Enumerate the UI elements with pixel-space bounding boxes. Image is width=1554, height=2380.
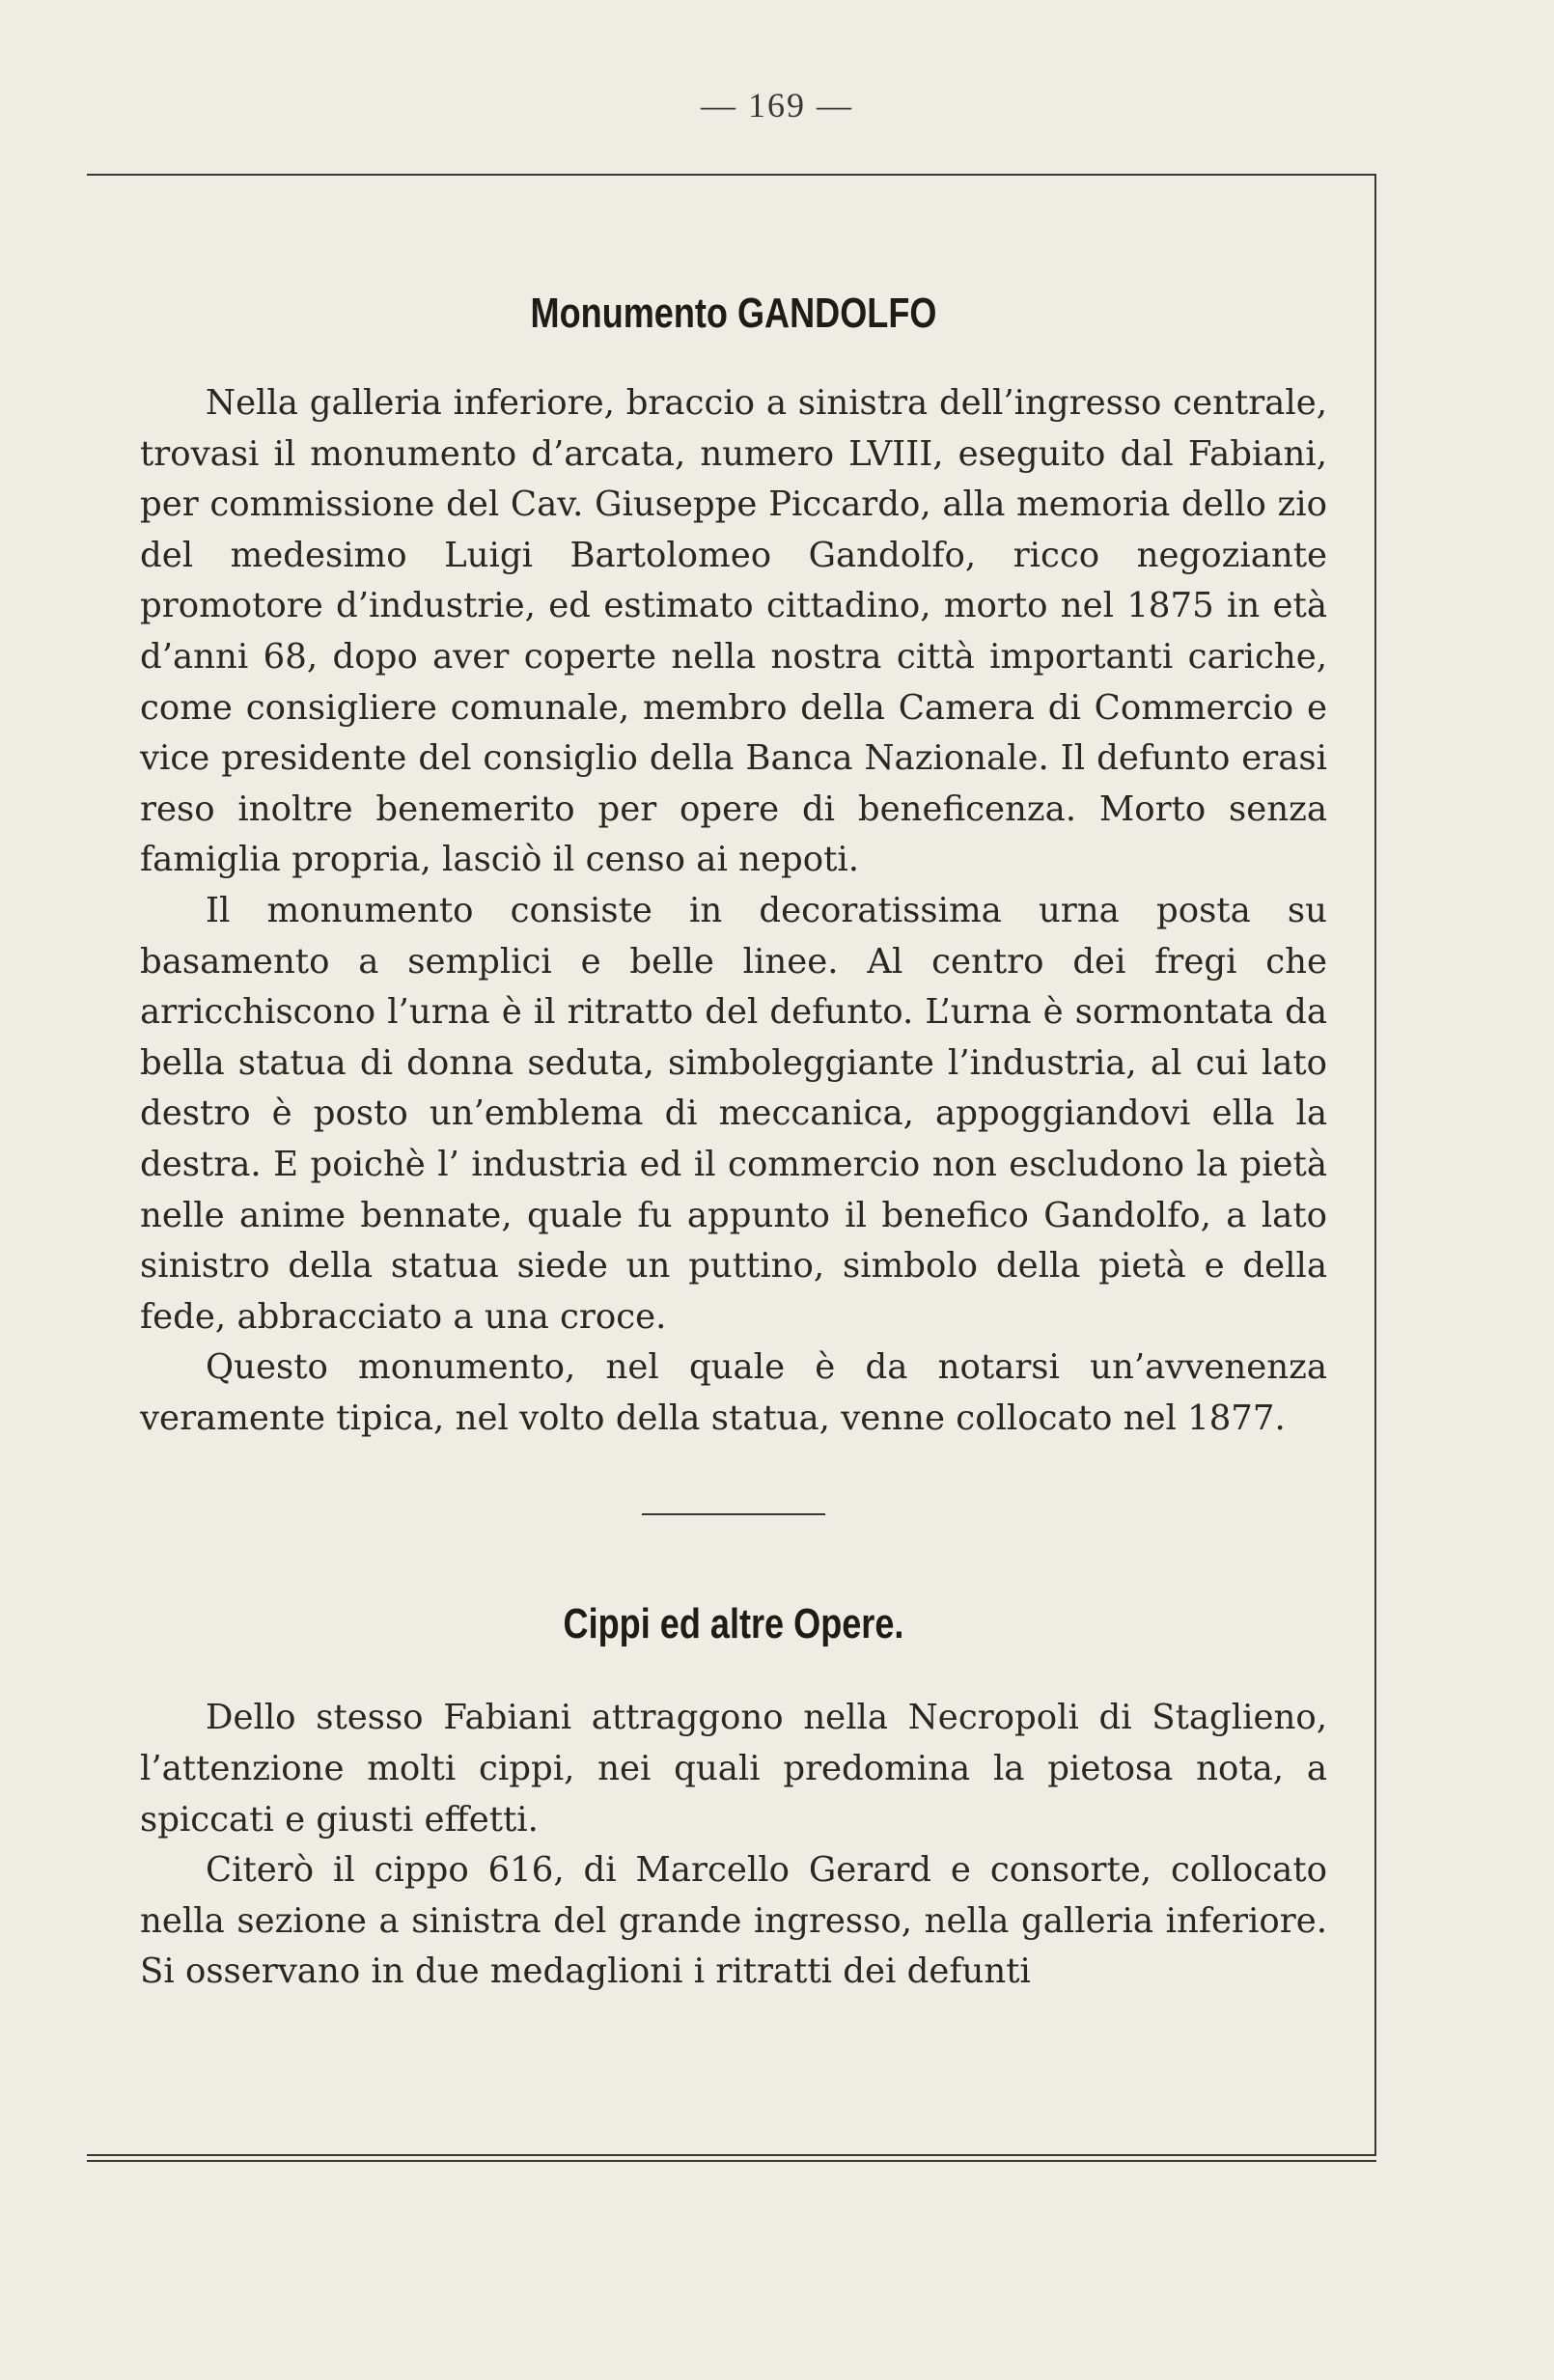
section-title-monumento-gandolfo: Monumento GANDOLFO — [530, 290, 937, 337]
page-content — [140, 290, 1327, 1998]
paragraph: Dello stesso Fabiani attraggono nella Necropoli di Staglieno, l’attenzione molti cippi, nei quali predomina la pietosa nota, a spiccati e giusti effetti. — [140, 1698, 1327, 1840]
paragraph: Nella galleria inferiore, braccio a sinistra dell’ingresso centrale, trovasi il monumento d’arcata, numero LVIII, eseguito dal Fabiani, per commissione del Cav. Giuseppe Piccardo, alla memoria dello zio del medesimo Luigi Bartolomeo Gandolfo, ricco negoziante promotore d’industrie, ed estimato cittadino, morto nel 1875 in età d’anni 68, dopo aver coperte nella nostra città importanti cariche, come consigliere comunale, membro della Camera di Commercio e vice presidente del consiglio della Banca Nazionale. Il defunto erasi reso inoltre benemerito per opere di beneficenza. Morto senza famiglia propria, lasciò il censo ai nepoti. — [140, 383, 1327, 880]
page-number: — 169 — — [701, 86, 853, 125]
paragraph: Citerò il cippo 616, di Marcello Gerard e consorte, collocato nella sezione a sinistra del grande ingresso, nella galleria inferiore. Si osservano in due medaglioni i ritratti dei defunti — [140, 1850, 1327, 1992]
paragraph: Questo monumento, nel quale è da notarsi un’avvenenza veramente tipica, nel volto della statua, venne collocato nel 1877. — [140, 1347, 1327, 1438]
page-frame-bottom-rule — [87, 2160, 1376, 2162]
section-title-cippi: Cippi ed altre Opere. — [563, 1600, 904, 1648]
paragraph: Il monumento consiste in decoratissima urna posta su basamento a semplici e belle linee. Al centro dei fregi che arricchiscono l’urna è il ritratto del defunto. L’urna è sormontata da bella statua di donna seduta, simboleggiante l’industria, al cui lato destro è posto un’emblema di meccanica, appoggiandovi ella la destra. E poichè l’ industria ed il commercio non escludono la pietà nelle anime bennate, quale fu appunto il benefico Gandolfo, a lato sinistro della statua siede un puttino, simbolo della pietà e della fede, abbracciato a una croce. — [140, 890, 1327, 1337]
